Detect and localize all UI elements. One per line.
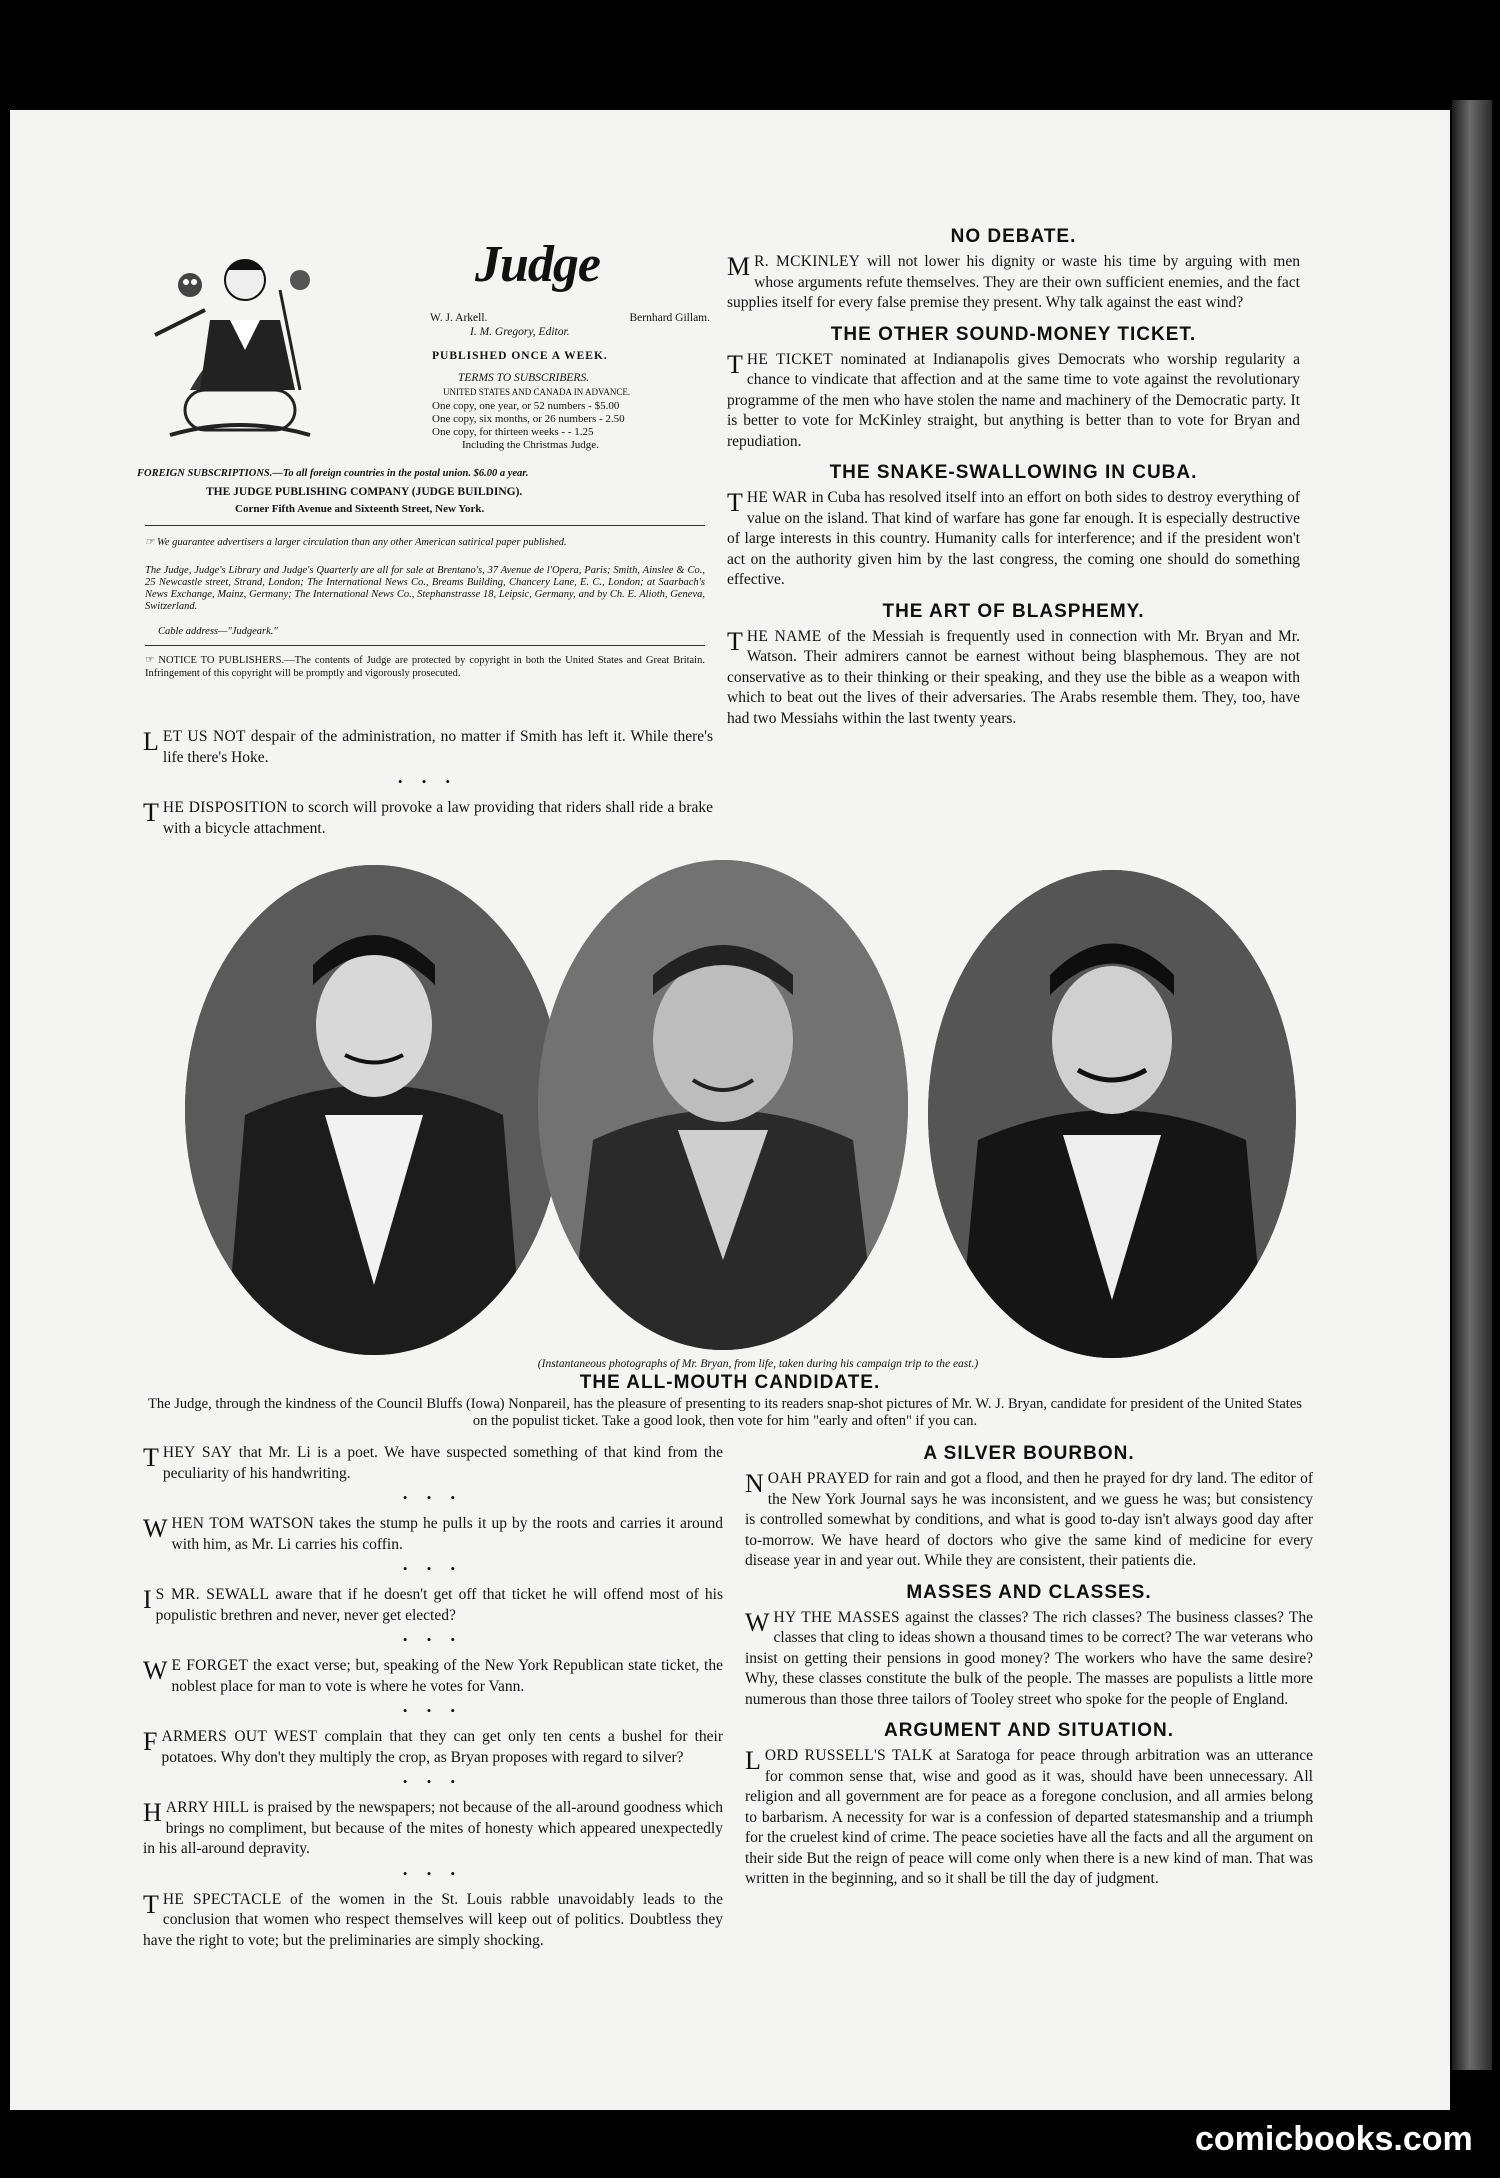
masthead: [137, 235, 710, 715]
paragraph: [143, 727, 713, 768]
section-heading: THE OTHER SOUND-MONEY TICKET.: [830, 323, 1197, 345]
paragraph-text: of the Messiah is frequently used in connection with Mr. Bryan and Mr. Watson. Their admirers cannot be earnest without being blasphemous. They are not conservative as to their thinking or their speaking, and they use the bible as a weapon with which to beat out the lives of their adversaries. The Arabs resemble them. They, too, have had two Messiahs within the last twenty years.: [727, 627, 1300, 727]
terms-line: One copy, one year, or 52 numbers - $5.00: [432, 400, 620, 412]
paragraph: [143, 1443, 723, 1484]
paragraph-text: in Cuba has resolved itself into an effort on both sides to destroy everything of value on the island. That kind of warfare has gone far enough. It is especially destructive of large interests in this country. Humanity calls for interference; and if the president won't act on the authority given him by the last congress, the coming one should do something effective.: [727, 489, 1300, 588]
paragraph-text: of the women in the St. Louis rabble unavoidably leads to the conclusion that women who respect themselves will keep out of politics. Doubtless they have the right to vote; but the preliminaries are simply shocking.: [143, 1890, 723, 1949]
separator: • • •: [402, 1774, 464, 1789]
page-edge-shadow: [1452, 100, 1492, 2070]
paragraph-text: to scorch will provoke a law providing that riders shall ride a brake with a bicycle attachment.: [162, 799, 713, 837]
photo-bryan-left: [185, 865, 563, 1355]
terms-line: One copy, six months, or 26 numbers - 2.50: [432, 413, 625, 425]
paragraph-text: despair of the administration, no matter if Smith has left it. While there's life there's Hoke.: [162, 728, 713, 766]
section-heading: THE SNAKE-SWALLOWING IN CUBA.: [829, 462, 1198, 483]
drop-cap: W: [143, 1514, 168, 1543]
paragraph-text: for rain and got a flood, and then he prayed for dry land. The editor of the New York Journal says he was inconsistent, and we guess he was; but consistency is controlled somewhat by conditions, and what is good to-day isn't always good day after to-morrow. We have heard of doctors who give the same kind of medicine for every disease year in and year out. While they are consistent, their patients die.: [745, 1470, 1314, 1569]
notice-rule: [145, 645, 705, 646]
paragraph: [143, 1890, 723, 1952]
lead-in: HEN TOM WATSON: [171, 1515, 315, 1532]
drop-cap: T: [143, 1889, 159, 1919]
right-bottom-column: [745, 1443, 1313, 1894]
drop-cap: L: [745, 1746, 761, 1775]
section-heading: MASSES AND CLASSES.: [906, 1581, 1152, 1603]
paragraph-text: against the classes? The rich classes? The business classes? The classes that cling to ideas shown a thousand times to be correct? The war veterans who insist on getting their pensions in good money? The workers who have the same desire? Why, these classes constitute the bulk of the people. The masses are populists a little more numerous than those three tailors of Tooley street who spoke for the people of England.: [745, 1608, 1314, 1708]
pointing-hand-icon: ☞: [145, 655, 159, 666]
photo-figure-left: [185, 865, 563, 1355]
masthead-rule: [145, 525, 705, 526]
paragraph: [143, 1585, 723, 1626]
paragraph-text: is praised by the newspapers; not because of the all-around goodness which brings no compliment, but because of the mites of honesty which appeared unexpectedly in his all-around depravity.: [143, 1799, 724, 1857]
photo-figure-right: [928, 870, 1296, 1358]
drop-cap: T: [727, 626, 743, 656]
lead-in: HE SPECTACLE: [162, 1890, 282, 1908]
lead-in: ET US NOT: [162, 728, 246, 745]
left-bottom-items: [143, 1443, 723, 1955]
separator: • • •: [402, 1561, 464, 1576]
terms-list: [432, 400, 717, 452]
staff-line: [430, 311, 710, 325]
drop-cap: H: [143, 1798, 162, 1827]
paragraph-text: at Saratoga for peace through arbitration was an utterance for common sense that, wise and good as it was, should have been unnecessary. All religion and all government are for peace as a foregone conclusion, and all armies belong to barbarism. A necessity for war is a confession of departed statesmanship and a triumph for the cruelest kind of crime. The peace societies have all the facts and all the argument on their side But the reign of peace will come only when there is a new kind of man. That was written in the beginning, and so it shall be till the day of judgment.: [745, 1747, 1313, 1887]
paragraph-text: that Mr. Li is a poet. We have suspected something of that kind from the peculiarity of his handwriting.: [162, 1444, 723, 1482]
lead-in: HE WAR: [746, 489, 808, 506]
drop-cap: W: [745, 1607, 770, 1637]
lead-in: S MR. SEWALL: [155, 1586, 270, 1603]
section-heading: A SILVER BOURBON.: [923, 1443, 1135, 1464]
paragraph: [745, 1469, 1313, 1572]
lead-in: ARRY HILL: [165, 1799, 250, 1816]
drop-cap: T: [727, 349, 743, 379]
paragraph-text: complain that they can get only ten cents a bushel for their potatoes. Why don't they multiply the crop, as Bryan proposes with regard to silver?: [161, 1728, 723, 1766]
staff-left: W. J. Arkell.: [430, 312, 488, 324]
lead-in: OAH PRAYED: [767, 1470, 870, 1487]
right-top-column: [727, 226, 1300, 733]
paragraph: [745, 1746, 1313, 1890]
drop-cap: N: [745, 1469, 764, 1498]
paragraph: [727, 488, 1300, 591]
paragraph: [143, 1727, 723, 1768]
separator: • • •: [402, 1490, 464, 1505]
left-top-items: [143, 727, 713, 843]
editor-line: I. M. Gregory, Editor.: [470, 326, 570, 338]
paragraph: [143, 1798, 723, 1860]
company-name: THE JUDGE PUBLISHING COMPANY (JUDGE BUILDING).: [206, 486, 523, 498]
terms-sub: UNITED STATES AND CANADA IN ADVANCE.: [443, 387, 631, 397]
paragraph: [727, 350, 1300, 453]
judge-illustration: [150, 240, 320, 450]
site-watermark: comicbooks.com: [1195, 2120, 1473, 2158]
paragraph-text: takes the stump he pulls it up by the roots and carries it around with him, as Mr. Li carries his coffin.: [171, 1515, 723, 1553]
lead-in: HE NAME: [746, 627, 822, 645]
photo-bryan-right: [928, 870, 1296, 1358]
separator: • • •: [397, 774, 459, 789]
lead-in: ORD RUSSELL'S TALK: [764, 1747, 934, 1764]
paragraph: [727, 627, 1300, 730]
paragraph: [143, 798, 713, 839]
staff-right: Bernhard Gillam.: [629, 312, 710, 324]
notice-to-publishers: [145, 655, 705, 680]
drop-cap: T: [727, 488, 743, 517]
paragraph: [143, 1514, 723, 1555]
frequency: PUBLISHED ONCE A WEEK.: [432, 350, 608, 362]
terms-line: One copy, for thirteen weeks - - 1.25: [432, 426, 594, 438]
lead-in: R. MCKINLEY: [754, 253, 861, 270]
lead-in: HE DISPOSITION: [162, 799, 288, 816]
drop-cap: M: [727, 252, 751, 281]
drop-cap: T: [143, 798, 159, 827]
cable-address: Cable address—"Judgeark.": [158, 626, 278, 637]
agents-note: The Judge, Judge's Library and Judge's Quarterly are all for sale at Brentano's, 37 Avenue de l'Opera, Paris; Smith, Ainslee & Co., 25 Newcastle street, Strand, London; The International News Co., Breams Building, Chancery Lane, E. C., London; at Saarbach's News Exchange, Mainz, Germany; The International News Co., Stephanstrasse 18, Leipsic, Germany, and by Ch. E. Alioth, Geneva, Switzerland.: [145, 565, 705, 612]
paragraph: [727, 252, 1300, 314]
paragraph-text: will not lower his dignity or waste his time by arguing with men whose arguments refute themselves. They are their own sufficient enemies, and the fact supplies itself for every false premise they present. Why talk against the east wind?: [727, 253, 1300, 311]
feature-text: The Judge, through the kindness of the Council Bluffs (Iowa) Nonpareil, has the pleasure of presenting to its readers snap-shot pictures of Mr. W. J. Bryan, candidate for president of the United States on the populist ticket. Take a good look, then vote for him "early and often" if you can.: [148, 1396, 1302, 1429]
photo-figure-center: [538, 860, 908, 1350]
photo-caption: (Instantaneous photographs of Mr. Bryan, from life, taken during his campaign trip to the east.): [537, 1358, 979, 1370]
drop-cap: F: [143, 1727, 158, 1756]
paragraph-text: nominated at Indianapolis gives Democrats who worship regularity a chance to vindicate that affection and at the same time to vote against the revolutionary programme of the men who have stolen the name and machinery of the Democratic party. It is better to vote for McKinley straight, but anything is better than to vote for Bryan and repudiation.: [727, 350, 1300, 450]
drop-cap: I: [143, 1585, 152, 1614]
guarantee-note: [145, 537, 705, 549]
notice-text: NOTICE TO PUBLISHERS.—The contents of Judge are protected by copyright in both the United States and Great Britain. Infringement of this copyright will be promptly and vigorously prosecuted.: [145, 655, 705, 679]
paragraph-text: the exact verse; but, speaking of the New York Republican state ticket, the noblest place for man to vote is where he votes for Vann.: [171, 1657, 723, 1695]
paragraph: [143, 1656, 723, 1697]
lead-in: HE TICKET: [746, 350, 833, 368]
foreign-subscriptions: FOREIGN SUBSCRIPTIONS.—To all foreign countries in the postal union. $6.00 a year.: [137, 468, 529, 479]
photo-bryan-center: [538, 860, 908, 1350]
lead-in: E FORGET: [171, 1657, 249, 1674]
paragraph: [745, 1608, 1313, 1711]
feature-heading: THE ALL-MOUTH CANDIDATE.: [579, 1372, 881, 1393]
judge-logo: Judge: [475, 236, 600, 293]
terms-line: Including the Christmas Judge.: [462, 439, 599, 451]
lead-in: HY THE MASSES: [773, 1608, 900, 1626]
section-heading: NO DEBATE.: [950, 226, 1077, 247]
company-address: Corner Fifth Avenue and Sixteenth Street, New York.: [235, 503, 485, 515]
guarantee-text: We guarantee advertisers a larger circulation than any other American satirical paper published.: [157, 537, 567, 548]
paragraph-text: aware that if he doesn't get off that ticket he will offend most of his populistic brethren and never, never get elected?: [155, 1586, 723, 1624]
lead-in: ARMERS OUT WEST: [161, 1728, 318, 1745]
section-heading: ARGUMENT AND SITUATION.: [883, 1720, 1175, 1741]
separator: • • •: [402, 1703, 464, 1718]
section-heading: THE ART OF BLASPHEMY.: [882, 600, 1145, 622]
drop-cap: L: [143, 727, 159, 756]
separator: • • •: [402, 1632, 464, 1647]
separator: • • •: [402, 1865, 464, 1881]
drop-cap: W: [143, 1656, 168, 1685]
drop-cap: T: [143, 1443, 159, 1472]
terms-title: TERMS TO SUBSCRIBERS.: [458, 372, 590, 384]
lead-in: HEY SAY: [162, 1444, 233, 1461]
pointing-hand-icon: ☞: [145, 537, 158, 548]
